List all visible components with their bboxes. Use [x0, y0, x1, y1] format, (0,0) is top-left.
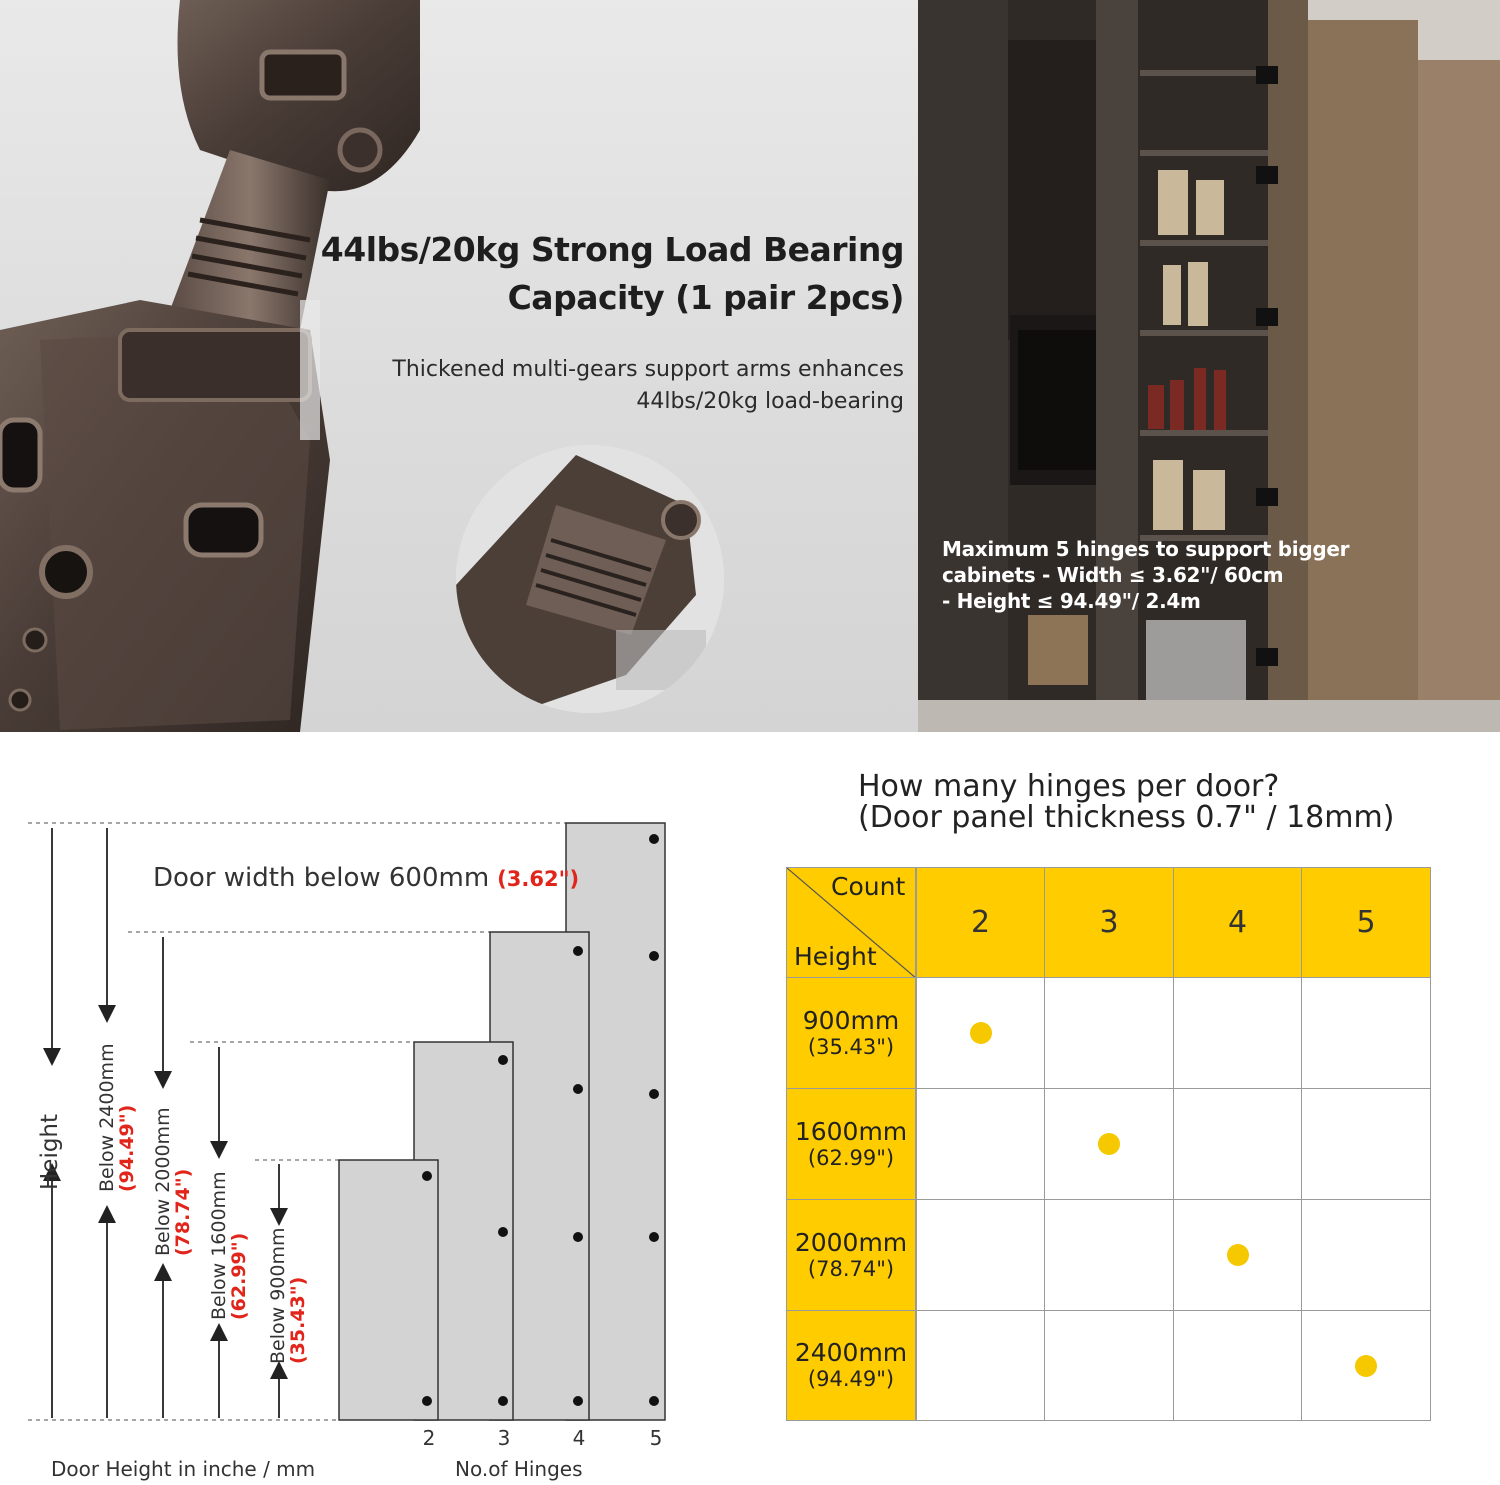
height-label-2400-inch: (94.49")	[116, 1104, 138, 1192]
hinge-dot	[573, 1084, 583, 1094]
table-cell	[1044, 977, 1174, 1089]
table-corner-cell	[786, 867, 916, 978]
hinge-count-5: 5	[649, 1426, 663, 1450]
hinge-dot	[422, 1171, 432, 1181]
table-cell	[1173, 1310, 1302, 1421]
recommended-dot	[970, 1022, 992, 1044]
caption-line-2: cabinets - Width ≤ 3.62"/ 60cm	[942, 563, 1284, 587]
table-cell	[1044, 1199, 1174, 1311]
hinge-count-3: 3	[497, 1426, 511, 1450]
height-label-2400	[97, 1043, 137, 1192]
caption-line-3: - Height ≤ 94.49"/ 2.4m	[942, 589, 1201, 613]
row-2000-inch: (78.74")	[807, 1256, 895, 1281]
caption-line-1: Maximum 5 hinges to support bigger	[942, 537, 1350, 561]
table-cell	[916, 1199, 1045, 1311]
height-label-2000-inch: (78.74")	[172, 1168, 194, 1256]
height-axis-label: Height	[37, 1113, 63, 1190]
height-label-2400-mm: Below 2400mm	[96, 1043, 118, 1192]
table-cell	[1301, 1088, 1431, 1200]
height-label-2000-mm: Below 2000mm	[152, 1107, 174, 1256]
hinge-dot	[498, 1227, 508, 1237]
column-header-5: 5	[1301, 867, 1431, 978]
subtext-line-1: Thickened multi-gears support arms enhances	[392, 357, 904, 382]
load-bearing-subtext	[300, 354, 904, 418]
table-cell	[1301, 1310, 1431, 1421]
subtext-line-2: 44lbs/20kg load-bearing	[636, 389, 904, 414]
table-cell	[1173, 1199, 1302, 1311]
door-panel-2-hinges	[339, 1160, 438, 1420]
height-label-1600	[209, 1171, 249, 1320]
corner-height-label: Height	[794, 942, 877, 971]
row-2000-mm: 2000mm	[794, 1227, 908, 1257]
row-header-900	[786, 977, 916, 1089]
height-label-1600-mm: Below 1600mm	[208, 1171, 230, 1320]
recommended-dot	[1355, 1355, 1377, 1377]
table-cell	[1301, 977, 1431, 1089]
table-cell	[1173, 1088, 1302, 1200]
table-cell	[1044, 1088, 1174, 1200]
row-900-inch: (35.43")	[807, 1034, 895, 1059]
row-header-1600	[786, 1088, 916, 1200]
row-1600-mm: 1600mm	[794, 1116, 908, 1146]
row-2400-mm: 2400mm	[794, 1338, 908, 1367]
table-cell	[1301, 1199, 1431, 1311]
door-width-text: Door width below 600mm	[153, 863, 490, 893]
column-header-4: 4	[1173, 867, 1302, 978]
row-1600-inch: (62.99")	[807, 1145, 895, 1170]
row-header-2000	[786, 1199, 916, 1311]
question-line-2: (Door panel thickness 0.7" / 18mm)	[858, 800, 1395, 835]
product-banner	[0, 0, 1500, 732]
load-bearing-headline	[300, 226, 904, 322]
table-cell	[916, 1088, 1045, 1200]
column-header-2: 2	[916, 867, 1045, 978]
hinges-question	[858, 771, 1394, 833]
hinge-dot	[422, 1396, 432, 1406]
hinge-dot	[649, 1396, 659, 1406]
door-width-inch: (3.62")	[497, 867, 580, 891]
headline-line-1: 44lbs/20kg Strong Load Bearing	[320, 230, 904, 269]
row-header-2400	[786, 1310, 916, 1421]
hinge-count-4: 4	[572, 1426, 586, 1450]
hinge-detail-photo	[456, 445, 724, 713]
table-cell	[916, 1310, 1045, 1421]
hinge-diagram	[0, 732, 740, 1485]
door-width-label	[153, 863, 579, 893]
cabinet-photo	[918, 0, 1500, 732]
hinge-dot	[498, 1396, 508, 1406]
height-label-900-mm: Below 900mm	[267, 1227, 289, 1364]
hinge-dot	[649, 1232, 659, 1242]
recommended-dot	[1227, 1244, 1249, 1266]
hinge-dot	[573, 1396, 583, 1406]
row-2400-inch: (94.49")	[807, 1367, 895, 1391]
table-cell	[916, 977, 1045, 1089]
door-height-axis-title: Door Height in inche / mm	[51, 1457, 316, 1481]
headline-line-2: Capacity (1 pair 2pcs)	[507, 278, 904, 317]
hinge-dot	[573, 1232, 583, 1242]
hinge-dot	[573, 946, 583, 956]
cabinet-caption	[942, 536, 1362, 614]
hinge-dot	[649, 834, 659, 844]
height-label-2000	[153, 1107, 193, 1256]
question-line-1: How many hinges per door?	[858, 769, 1280, 804]
table-cell	[1044, 1310, 1174, 1421]
corner-count-label: Count	[831, 872, 906, 901]
height-label-1600-inch: (62.99")	[228, 1232, 250, 1320]
hinge-count-2: 2	[422, 1426, 436, 1450]
hinge-dot	[498, 1055, 508, 1065]
column-header-3: 3	[1044, 867, 1174, 978]
row-900-mm: 900mm	[802, 1005, 900, 1035]
height-label-900	[268, 1228, 308, 1365]
recommended-dot	[1098, 1133, 1120, 1155]
hinge-dot	[649, 1089, 659, 1099]
hinge-dot	[649, 951, 659, 961]
table-cell	[1173, 977, 1302, 1089]
hinge-count-axis-title: No.of Hinges	[455, 1457, 583, 1481]
height-label-900-inch: (35.43")	[287, 1276, 309, 1364]
